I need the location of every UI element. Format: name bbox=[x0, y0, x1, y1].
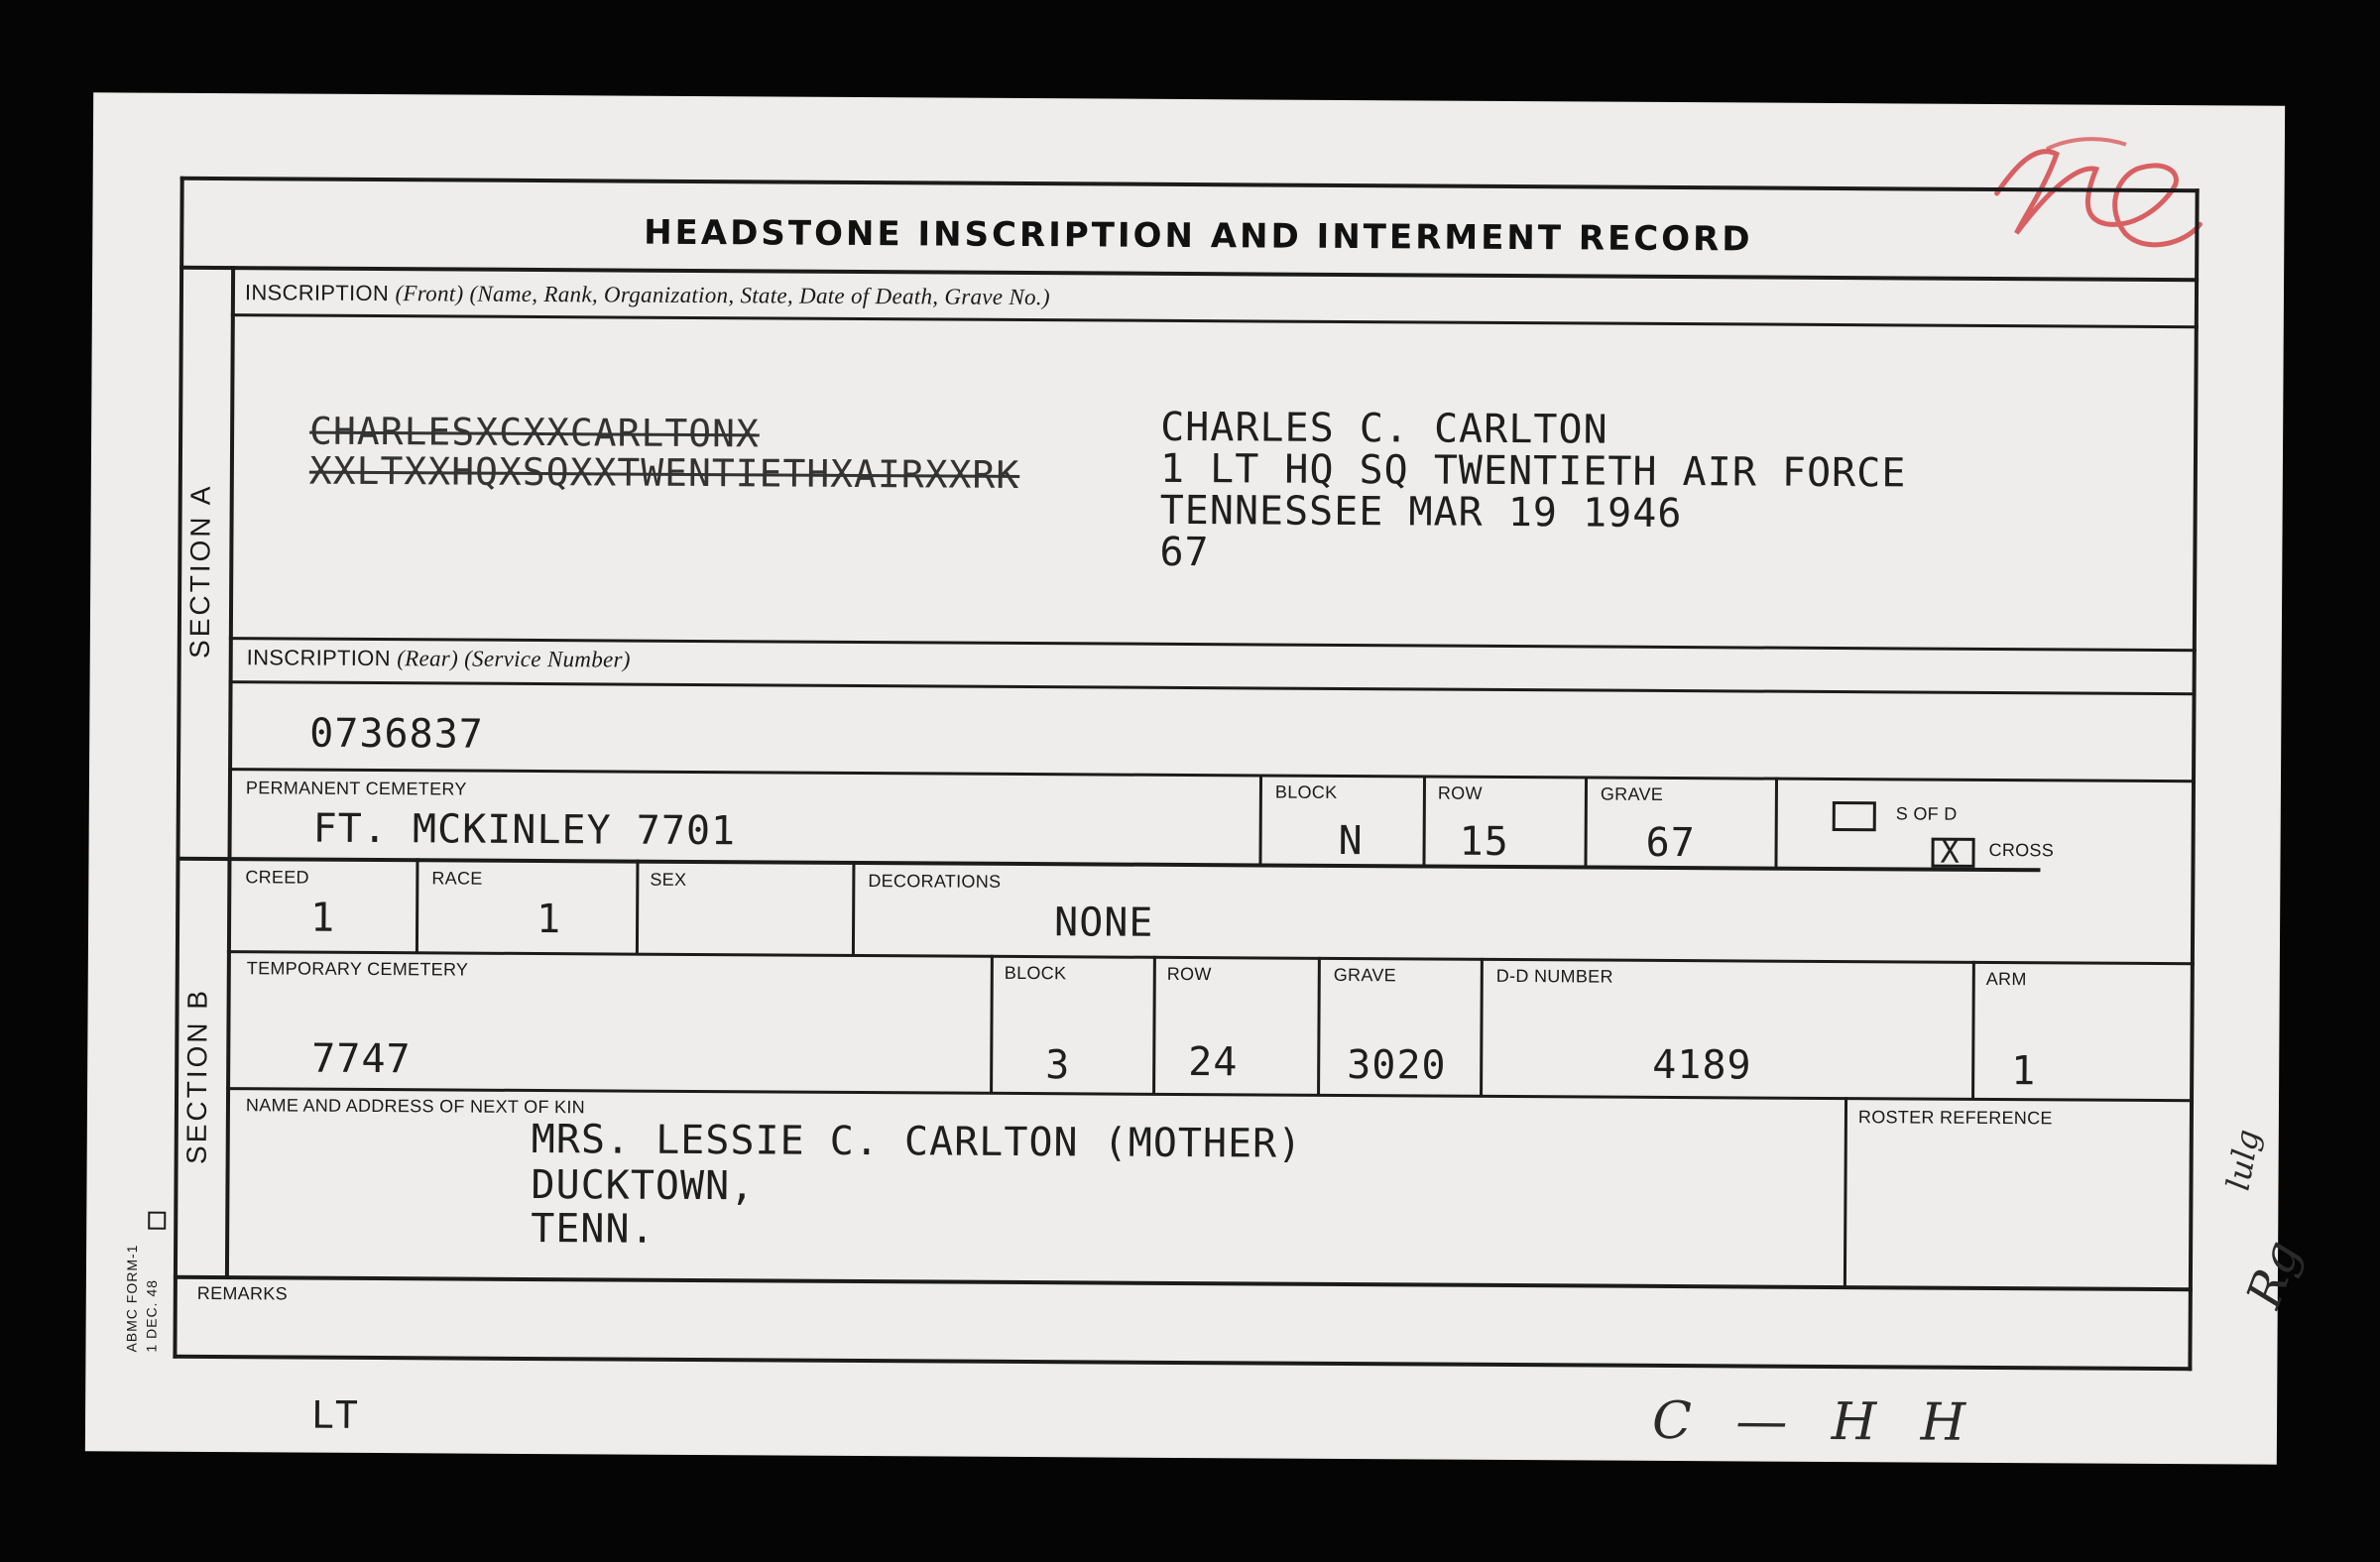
rank-annotation: LT bbox=[310, 1392, 359, 1437]
perm-cemetery-value: FT. MCKINLEY 7701 bbox=[312, 805, 737, 855]
sex-label: SEX bbox=[650, 869, 687, 890]
record-card bbox=[85, 92, 2312, 1464]
perm-row-value: 15 bbox=[1459, 818, 1509, 865]
form-id-line2: 1 DEC. 48 bbox=[143, 1279, 160, 1353]
creed-value: 1 bbox=[309, 895, 336, 941]
perm-cemetery-label: PERMANENT CEMETERY bbox=[245, 778, 467, 799]
front-inscription-line3: TENNESSEE MAR 19 1946 bbox=[1159, 487, 1683, 538]
form-title: HEADSTONE INSCRIPTION AND INTERMENT RECORD bbox=[644, 212, 1753, 260]
temp-row-value: 24 bbox=[1188, 1039, 1239, 1086]
rear-label-text: INSCRIPTION bbox=[246, 645, 391, 671]
dd-number-label: D-D NUMBER bbox=[1495, 965, 1613, 987]
s-of-d-label: S OF D bbox=[1895, 803, 1958, 824]
section-a-label: SECTION A bbox=[183, 483, 216, 660]
temp-cemetery-value: 7747 bbox=[311, 1035, 412, 1083]
form-id-box bbox=[148, 1212, 166, 1230]
front-label-text: INSCRIPTION bbox=[244, 280, 390, 306]
temp-grave-label: GRAVE bbox=[1333, 964, 1397, 986]
arm-label: ARM bbox=[1985, 968, 2027, 990]
front-label-detail: (Front) (Name, Rank, Organization, State, Date of Death, Grave No.) bbox=[395, 281, 1050, 310]
cross-checkbox[interactable] bbox=[1931, 832, 1974, 871]
race-value: 1 bbox=[536, 897, 562, 943]
decorations-label: DECORATIONS bbox=[868, 871, 1002, 892]
service-number: 0736837 bbox=[309, 710, 484, 758]
margin-note-2: Rg bbox=[2235, 1233, 2312, 1315]
front-inscription-line2: 1 LT HQ SQ TWENTIETH AIR FORCE bbox=[1159, 445, 1907, 497]
front-inscription-line1: CHARLES C. CARLTON bbox=[1160, 404, 1608, 453]
temp-block-label: BLOCK bbox=[1004, 962, 1067, 984]
perm-row-label: ROW bbox=[1437, 782, 1483, 803]
s-of-d-checkbox[interactable] bbox=[1833, 801, 1876, 831]
creed-label: CREED bbox=[245, 867, 309, 888]
temp-block-value: 3 bbox=[1045, 1042, 1071, 1089]
struck-inscription-line2: XXLTXXHQXSQXXTWENTIETHXAIRXXRK bbox=[308, 448, 1020, 497]
perm-block-value: N bbox=[1338, 817, 1364, 865]
form-id-line1: ABMC FORM-1 bbox=[123, 1244, 141, 1353]
perm-grave-label: GRAVE bbox=[1600, 783, 1664, 804]
perm-block-label: BLOCK bbox=[1274, 781, 1338, 802]
decorations-value: NONE bbox=[1053, 900, 1154, 946]
cross-check-mark: X bbox=[1940, 832, 1960, 871]
section-b-label: SECTION B bbox=[180, 987, 213, 1165]
remarks-label: REMARKS bbox=[196, 1282, 288, 1304]
temp-cemetery-label: TEMPORARY CEMETERY bbox=[246, 958, 469, 980]
struck-inscription-line1: CHARLESXCXXCARLTONX bbox=[308, 409, 760, 456]
temp-grave-value: 3020 bbox=[1347, 1042, 1447, 1089]
roster-reference-label: ROSTER REFERENCE bbox=[1857, 1107, 2053, 1129]
rear-label-detail: (Rear) (Service Number) bbox=[397, 646, 631, 672]
next-of-kin-label: NAME AND ADDRESS OF NEXT OF KIN bbox=[245, 1095, 586, 1118]
margin-note-1: lulg bbox=[2218, 1126, 2267, 1194]
temp-row-label: ROW bbox=[1166, 963, 1212, 985]
next-of-kin-line2: DUCKTOWN, bbox=[531, 1161, 756, 1210]
perm-grave-value: 67 bbox=[1645, 819, 1696, 867]
arm-value: 1 bbox=[2011, 1048, 2037, 1095]
next-of-kin-line3: TENN. bbox=[531, 1205, 655, 1253]
next-of-kin-line1: MRS. LESSIE C. CARLTON (MOTHER) bbox=[531, 1116, 1303, 1167]
front-inscription-line4: 67 bbox=[1159, 529, 1210, 576]
initials-annotation: C — H H bbox=[1651, 1390, 1980, 1453]
cross-label: CROSS bbox=[1988, 839, 2055, 861]
dd-number-value: 4189 bbox=[1652, 1041, 1752, 1089]
rear-inscription-label bbox=[247, 645, 631, 672]
race-label: RACE bbox=[431, 868, 483, 889]
front-inscription-label bbox=[245, 280, 1050, 310]
